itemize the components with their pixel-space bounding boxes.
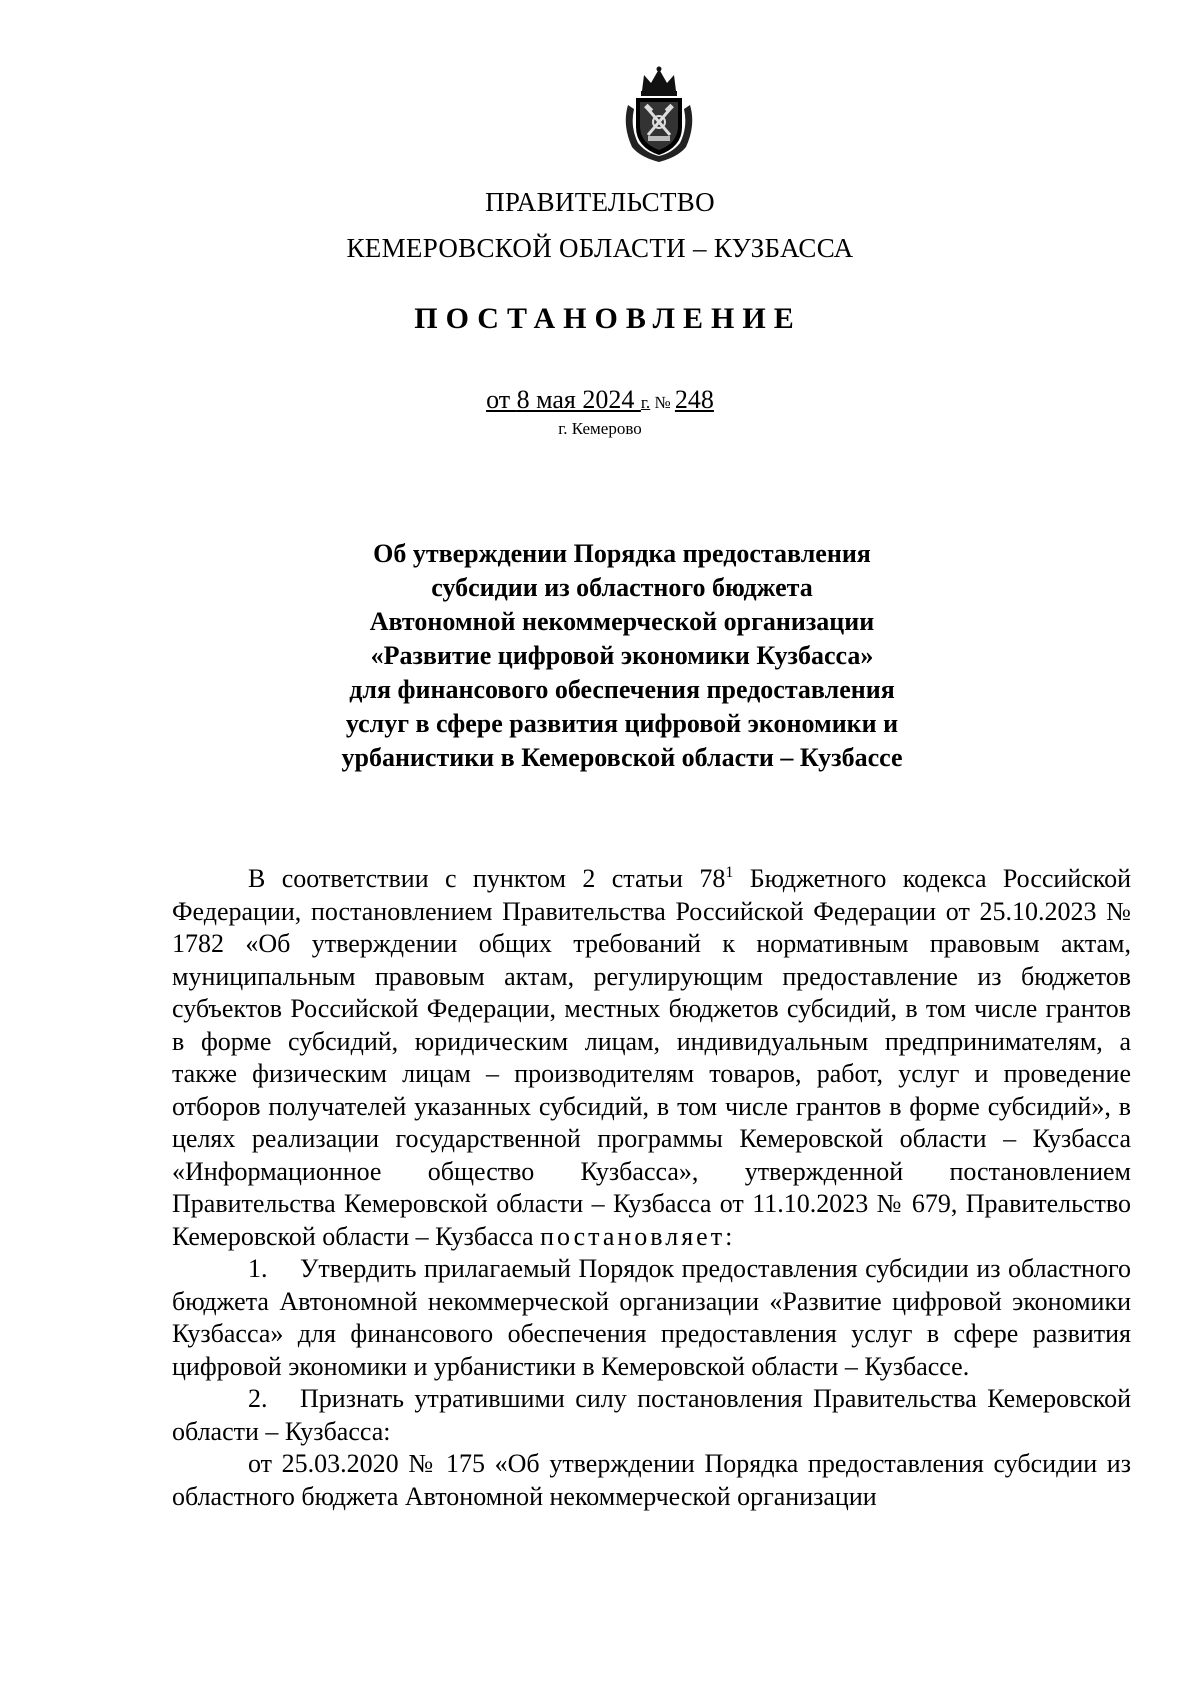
resolves-word: постановляет <box>540 1221 726 1251</box>
title-line: субсидии из областного бюджета <box>431 573 813 602</box>
preamble-paragraph <box>172 863 1131 1253</box>
item-1-number: 1. <box>248 1254 268 1283</box>
item-1-paragraph <box>172 1253 1131 1383</box>
document-body <box>172 863 1131 1513</box>
title-line: Автономной некоммерческой организации <box>369 607 875 636</box>
title-line: урбанистики в Кемеровской области – Кузбассе <box>341 743 903 772</box>
title-line: Об утверждении Порядка предоставления <box>373 539 871 568</box>
item-2-number: 2. <box>248 1384 268 1413</box>
item-2-subitem-text: от 25.03.2020 № 175 «Об утверждении Порядка предоставления субсидии из областного бюджета Автономной некоммерческой организации <box>172 1449 1131 1511</box>
city-label: г. Кемерово <box>558 419 642 438</box>
date-number-line <box>0 384 1200 419</box>
title-line: для финансового обеспечения предоставления <box>349 675 895 704</box>
date-prefix: от <box>486 385 517 414</box>
coat-of-arms-icon <box>618 65 700 165</box>
article-superscript: 1 <box>725 864 734 881</box>
item-2-paragraph <box>172 1383 1131 1448</box>
year-suffix: г. <box>640 393 651 412</box>
item-1-text: Утвердить прилагаемый Порядок предоставления субсидии из областного бюджета Автономной некоммерческой организации «Развитие цифровой экономики Кузбасса» для финансового обеспечения предоставления услуг в сфере развития цифровой экономики и урбанистики в Кемеровской области – Кузбассе. <box>172 1254 1131 1381</box>
government-name-line2: КЕМЕРОВСКОЙ ОБЛАСТИ – КУЗБАССА <box>346 233 854 263</box>
title-line: услуг в сфере развития цифровой экономики и <box>345 709 899 738</box>
document-date: 8 мая 2024 <box>516 385 641 414</box>
preamble-text-rest: Бюджетного кодекса Российской Федерации, постановлением Правительства Российской Федерации от 25.10.2023 № 1782 «Об утверждении общих требований к нормативным правовым актам, муниципальным правовым актам, регулирующим предоставление из бюджетов субъектов Российской Федерации, местных бюджетов субсидий, в том числе грантов в форме субсидий, юридическим лицам, индивидуальным предпринимателям, а также физическим лицам – производителям товаров, работ, услуг и проведение отборов получателей указанных субсидий, в том числе грантов в форме субсидий», в целях реализации государственной программы Кемеровской области – Кузбасса «Информационное общество Кузбасса», утвержденной постановлением Правительства Кемеровской области – Кузбасса от 11.10.2023 № 679, Правительство Кемеровской области – Кузбасса <box>172 864 1132 1251</box>
number-sign: № <box>650 393 675 412</box>
document-title <box>320 537 924 775</box>
preamble-text-start: В соответствии с пунктом 2 статьи 78 <box>248 864 726 893</box>
item-2-text: Признать утратившими силу постановления Правительства Кемеровской области – Кузбасса: <box>172 1384 1131 1446</box>
document-number: 248 <box>674 385 714 414</box>
title-line: «Развитие цифровой экономики Кузбасса» <box>370 641 874 670</box>
item-2-subitem-paragraph <box>172 1448 1131 1513</box>
resolves-colon: : <box>725 1221 733 1251</box>
government-name-line1: ПРАВИТЕЛЬСТВО <box>485 187 715 217</box>
document-type-heading: ПОСТАНОВЛЕНИЕ <box>414 302 802 335</box>
